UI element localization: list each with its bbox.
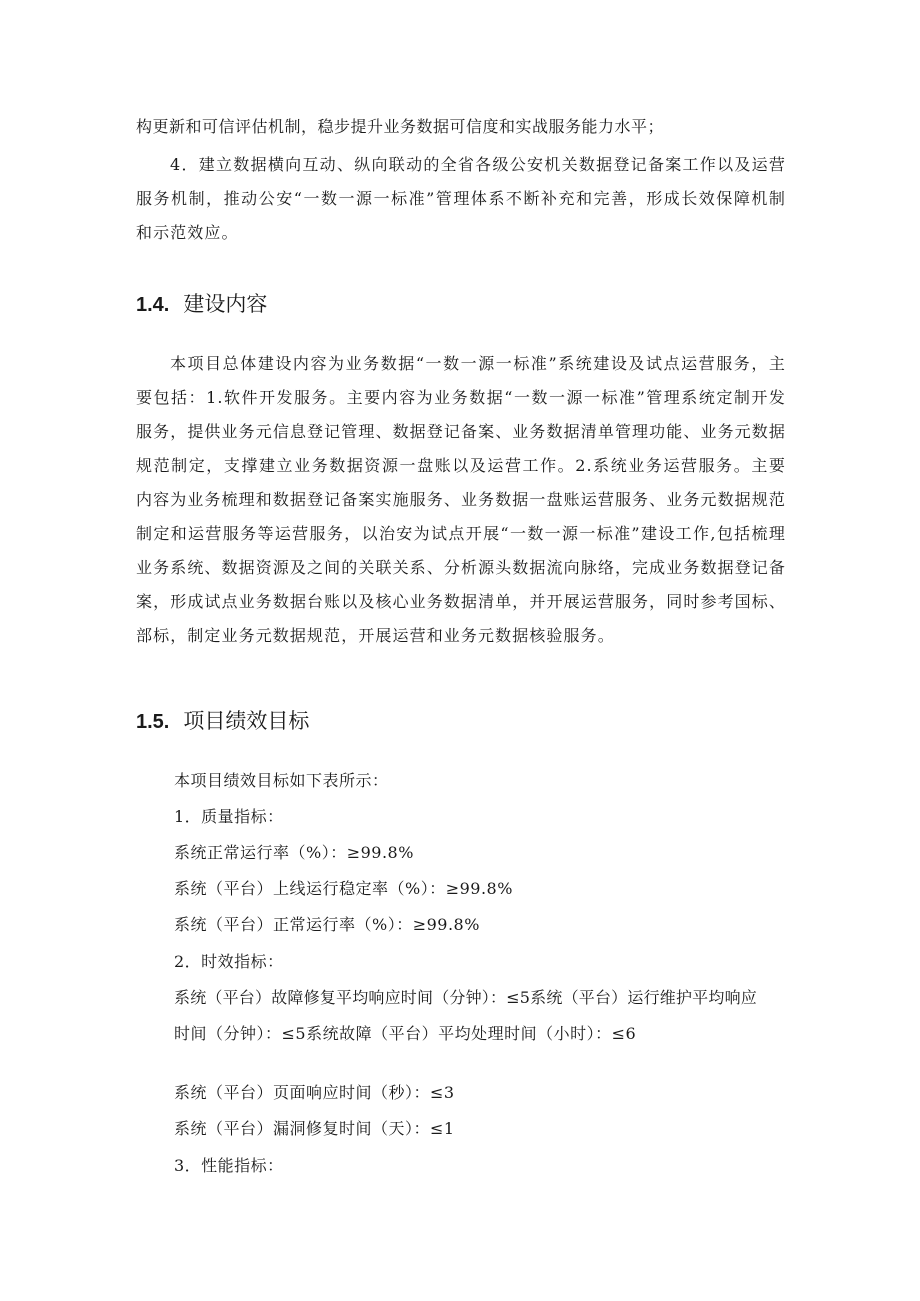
section-number: 1.4. (136, 294, 170, 316)
performance-indicators-heading: 3．性能指标： (174, 1156, 284, 1175)
continuation-line: 构更新和可信评估机制，稳步提升业务数据可信度和实战服务能力水平； (136, 117, 665, 136)
quality-indicator: 系统（平台）上线运行稳定率（%）：≥99.8% (174, 879, 513, 898)
section-number: 1.5. (136, 711, 170, 733)
time-indicators-heading: 2．时效指标： (174, 952, 284, 971)
quality-indicators-heading: 1．质量指标： (174, 807, 284, 826)
quality-indicator: 系统正常运行率（%）：≥99.8% (174, 843, 414, 862)
time-indicator: 系统（平台）故障修复平均响应时间（分钟）：≤5系统（平台）运行维护平均响应 (174, 988, 757, 1007)
performance-intro: 本项目绩效目标如下表所示： (174, 771, 389, 790)
section-title: 建设内容 (183, 292, 268, 316)
quality-indicator: 系统（平台）正常运行率（%）：≥99.8% (174, 915, 480, 934)
time-indicator: 系统（平台）页面响应时间（秒）：≤3 (174, 1083, 455, 1102)
time-indicator: 系统（平台）漏洞修复时间（天）：≤1 (174, 1119, 455, 1138)
goal-item-4: 4．建立数据横向互动、纵向联动的全省各级公安机关数据登记备案工作以及运营服务机制，推动公安“一数一源一标准”管理体系不断补充和完善，形成长效保障机制和示范效应。 (136, 155, 786, 242)
section-heading-1-5 (136, 706, 309, 737)
time-indicator: 时间（分钟）：≤5系统故障（平台）平均处理时间（小时）：≤6 (174, 1024, 637, 1043)
section-title: 项目绩效目标 (183, 709, 310, 733)
construction-content-paragraph: 本项目总体建设内容为业务数据“一数一源一标准”系统建设及试点运营服务，主要包括：1.软件开发服务。主要内容为业务数据“一数一源一标准”管理系统定制开发服务，提供业务元信息登记管理、数据登记备案、业务数据清单管理功能、业务元数据规范制定，支撑建立业务数据资源一盘账以及运营工作。2.系统业务运营服务。主要内容为业务梳理和数据登记备案实施服务、业务数据一盘账运营服务、业务元数据规范制定和运营服务等运营服务，以治安为试点开展“一数一源一标准”建设工作,包括梳理业务系统、数据资源及之间的关联关系、分析源头数据流向脉络，完成业务数据登记备案，形成试点业务数据台账以及核心业务数据清单，并开展运营服务，同时参考国标、部标，制定业务元数据规范，开展运营和业务元数据核验服务。 (136, 354, 786, 645)
section-heading-1-4 (136, 289, 267, 320)
